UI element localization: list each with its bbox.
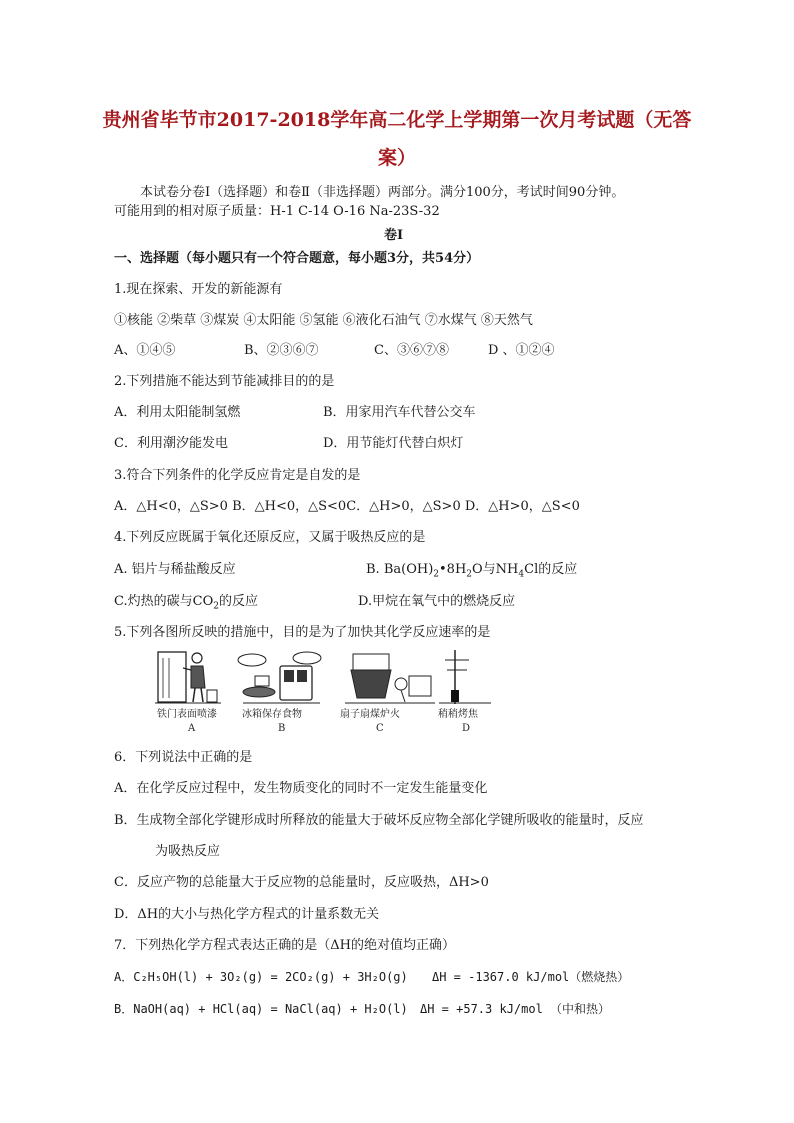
q1-option-c: C、③⑥⑦⑧ [374,343,449,358]
q5-letter-b: B [278,723,286,734]
q1-items: ①核能 ②柴草 ③煤炭 ④太阳能 ⑤氢能 ⑥液化石油气 ⑦水煤气 ⑧天然气 [114,313,533,328]
part-label: 卷Ⅰ [384,228,404,243]
q2-option-a: A．利用太阳能制氢燃 [114,405,241,420]
q4-option-d: D.甲烷在氧气中的燃烧反应 [358,594,516,609]
q5-stem: 5.下列各图所反映的措施中，目的是为了加快其化学反应速率的是 [114,625,491,640]
q1-option-b: B、②③⑥⑦ [244,343,319,358]
q5-caption-d: 稍稍烤焦 [438,709,478,720]
q7-option-b-enthalpy: ΔH = +57.3 kJ/mol （中和热） [420,1002,611,1016]
page-title-line-1: 贵州省毕节市2017-2018学年高二化学上学期第一次月考试题（无答 [102,109,692,131]
q4-option-c: C.灼热的碳与$CO_2$的反应 [114,594,258,612]
figure-c-stove-fan-icon [345,654,435,703]
q6-option-b-line-2: 为吸热反应 [155,844,221,859]
q5-caption-a: 铁门表面喷漆 [157,709,217,720]
q2-stem: 2.下列措施不能达到节能减排目的的是 [114,374,335,389]
q1-option-d: D 、①②④ [488,343,555,358]
q2-option-c: C．利用潮汐能发电 [114,436,228,451]
q6-option-c: C．反应产物的总能量大于反应物的总能量时，反应吸热，ΔH>0 [114,875,489,890]
q2-option-d: D．用节能灯代替白炽灯 [323,436,464,451]
q1-option-a: A、①④⑤ [114,343,176,358]
page-title-line-2: 案） [377,147,416,169]
figure-b-fridge-icon [238,652,321,703]
q5-letter-c: C [376,723,384,734]
q6-option-b-line-1: B．生成物全部化学键形成时所释放的能量大于破坏反应物全部化学键所吸收的能量时，反应 [114,813,644,828]
section-heading: 一、选择题（每小题只有一个符合题意，每小题3分，共54分） [114,251,480,266]
q4-option-b: B. $Ba(OH)_2•8H_2O$与$NH_4Cl$的反应 [366,562,578,580]
q5-caption-b: 冰箱保存食物 [242,709,302,720]
intro-line-1: 本试卷分卷Ⅰ（选择题）和卷Ⅱ（非选择题）两部分。满分100分，考试时间90分钟。 [140,185,625,200]
q6-option-d: D．ΔH的大小与热化学方程式的计量系数无关 [114,907,380,922]
q4-option-a: A. 铝片与稀盐酸反应 [114,562,236,577]
q7-stem: 7．下列热化学方程式表达正确的是（ΔH的绝对值均正确） [114,938,455,953]
q2-option-b: B．用家用汽车代替公交车 [323,405,476,420]
intro-line-2: 可能用到的相对原子质量：H-1 C-14 O-16 Na-23S-32 [114,204,440,219]
q5-letter-d: D [462,723,471,734]
q1-stem: 1.现在探索、开发的新能源有 [114,282,283,297]
q6-stem: 6．下列说法中正确的是 [114,750,253,765]
q4-stem: 4.下列反应既属于氧化还原反应，又属于吸热反应的是 [114,530,426,545]
figure-a-door-painting-icon [155,652,221,703]
q7-option-a-enthalpy: ΔH = -1367.0 kJ/mol（燃烧热） [432,970,630,984]
q5-caption-c: 扇子扇煤炉火 [340,709,400,720]
q3-stem: 3.符合下列条件的化学反应肯定是自发的是 [114,468,361,483]
q5-letter-a: A [188,723,196,734]
q6-option-a: A．在化学反应过程中，发生物质变化的同时不一定发生能量变化 [114,781,488,796]
q7-option-b-equation: B．NaOH(aq) + HCl(aq) = NaCl(aq) + H₂O(l) [114,1002,408,1016]
q3-options: A．△H<0，△S>0 B．△H<0，△S<0C．△H>0，△S>0 D．△H>0，△S<0 [114,499,580,514]
q7-option-a-equation: A．C₂H₅OH(l) + 3O₂(g) = 2CO₂(g) + 3H₂O(g) [114,970,408,984]
figure-d-pole-icon [439,650,491,704]
